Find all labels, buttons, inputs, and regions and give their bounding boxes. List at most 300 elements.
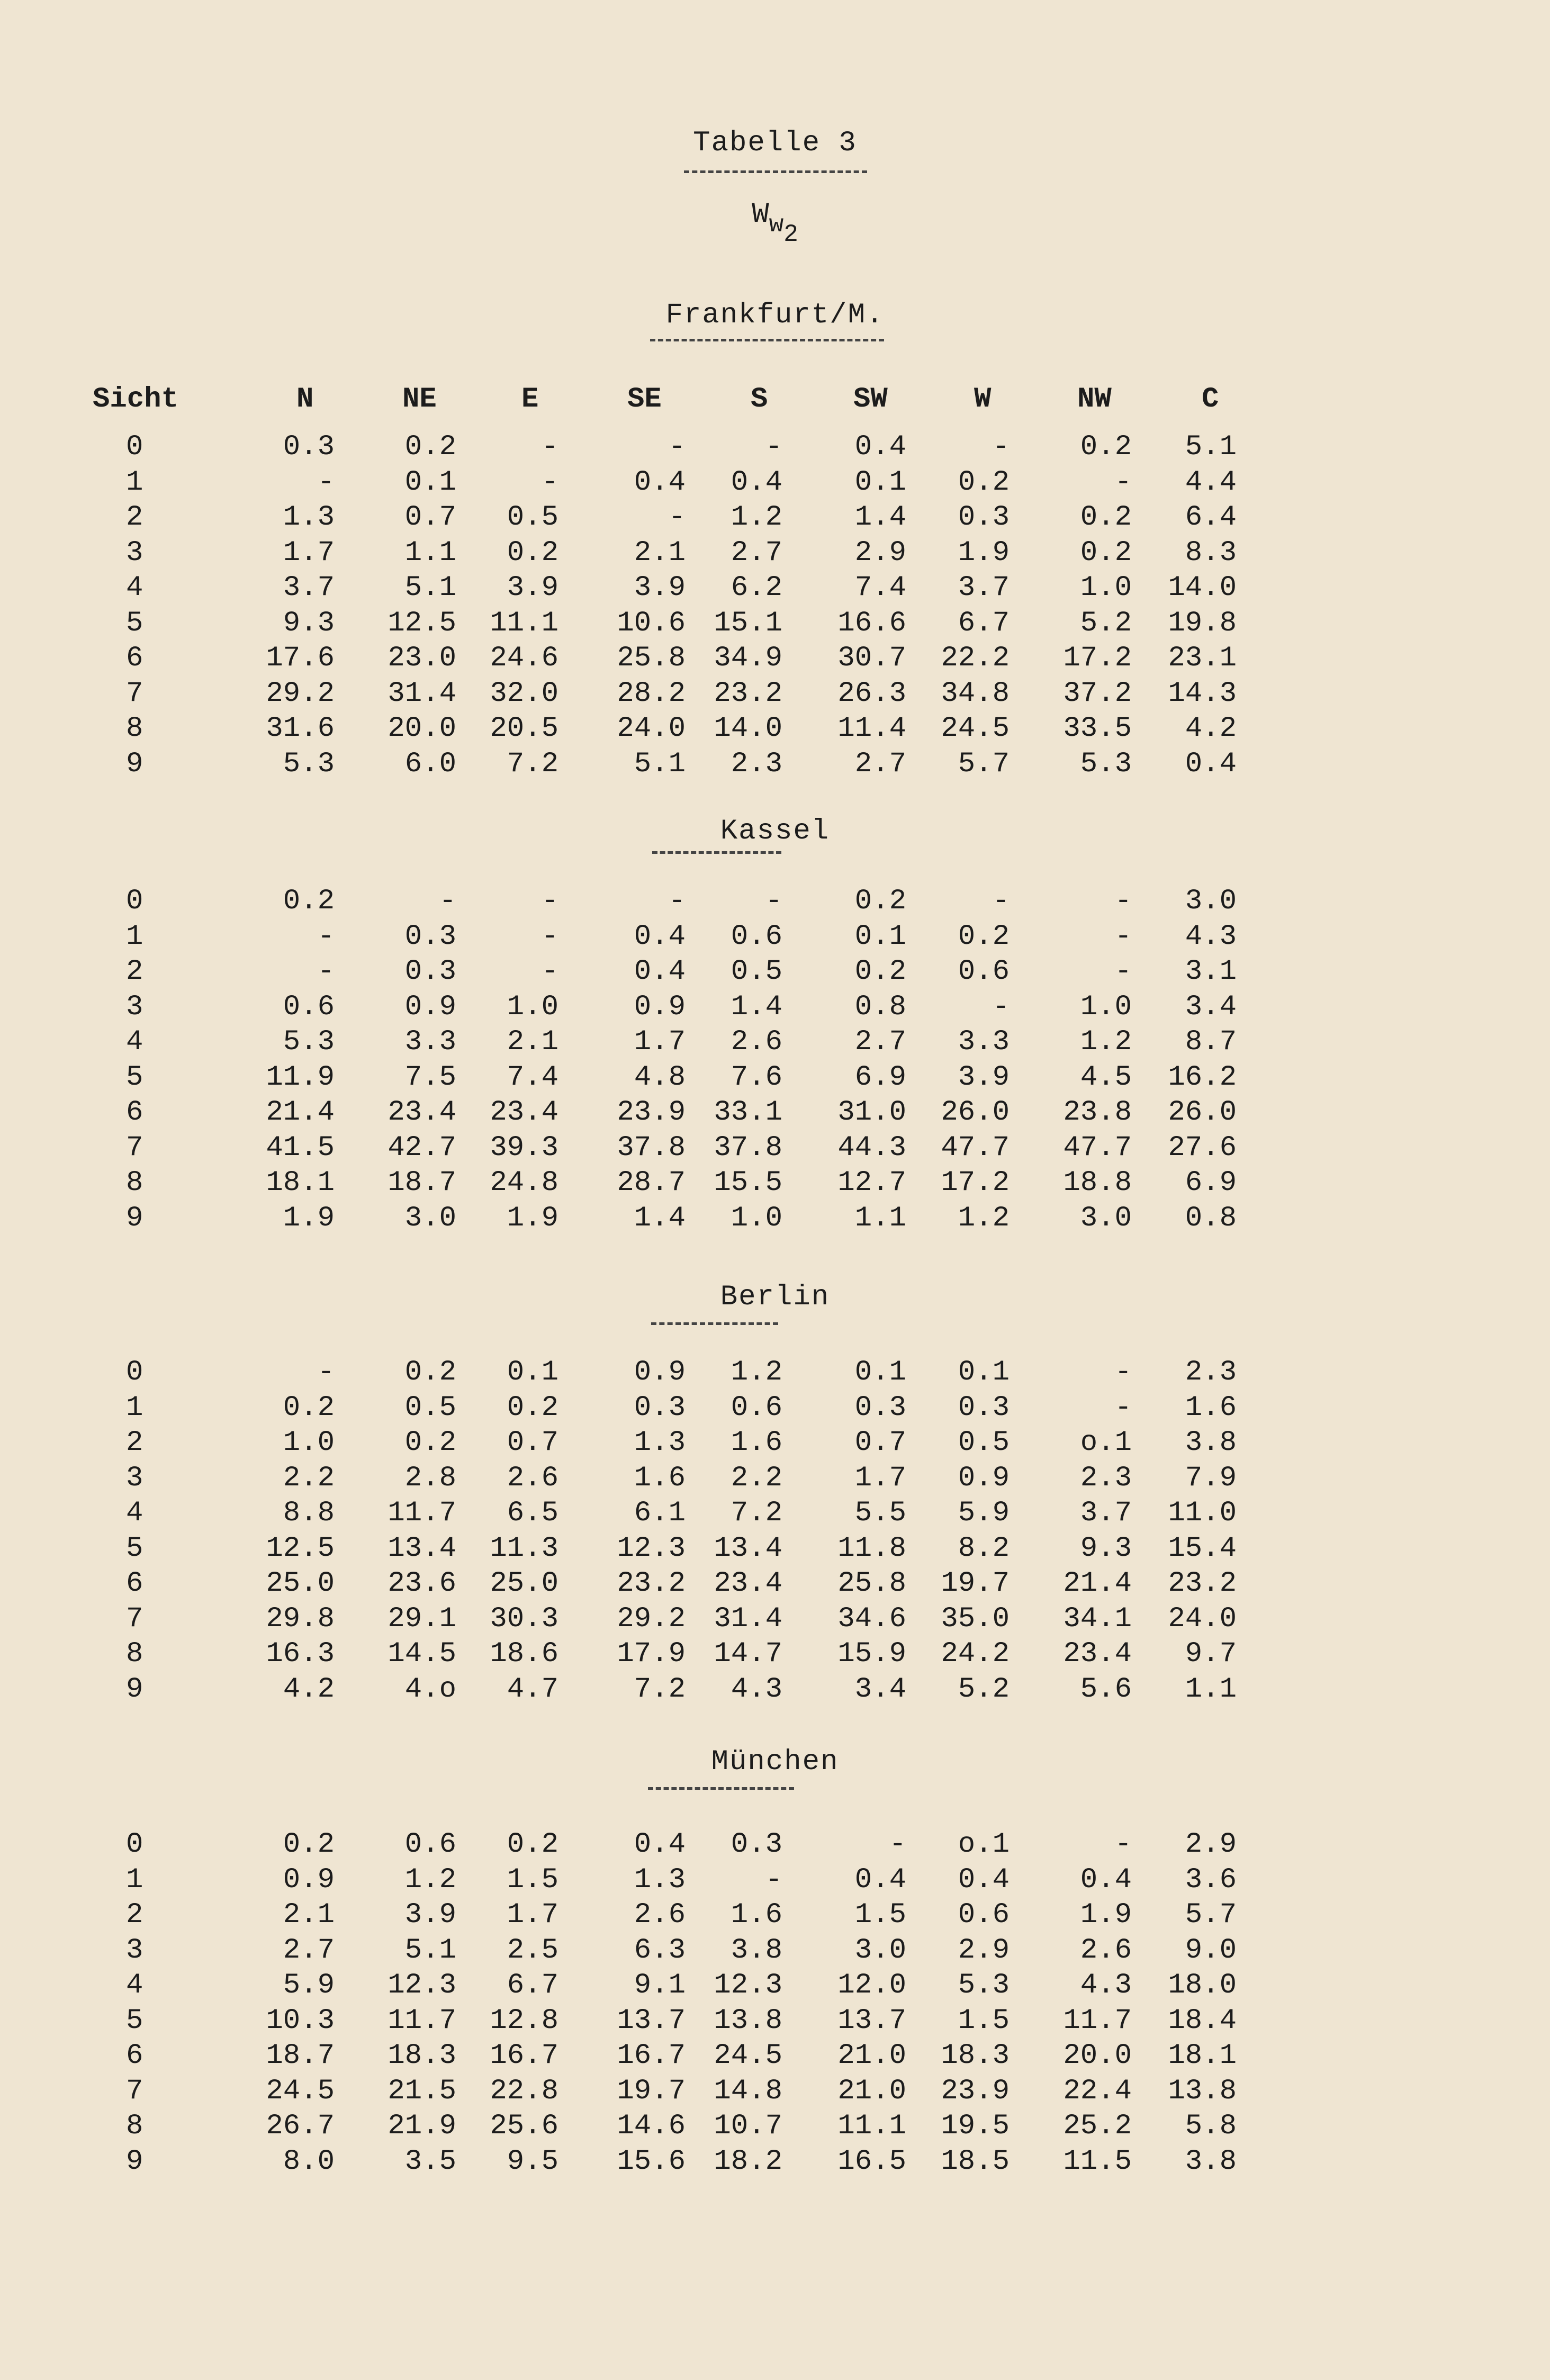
cell-nw: 1.0 [1080,990,1132,1023]
row-label-sicht: 4 [126,1969,143,2002]
cell-s: 10.7 [714,2110,782,2142]
cell-sw: 30.7 [837,642,906,674]
cell-n: 4.2 [283,1673,335,1706]
cell-se: 23.2 [617,1567,686,1600]
cell-c: 3.0 [1185,885,1237,917]
cell-n: 21.4 [266,1096,335,1129]
cell-c: 1.6 [1185,1391,1237,1424]
cell-e: 24.6 [490,642,558,674]
cell-n: 11.9 [266,1061,335,1094]
cell-sw: 31.0 [837,1096,906,1129]
cell-ne: 13.4 [388,1532,456,1565]
cell-se: 3.9 [634,572,686,604]
cell-nw: 3.0 [1080,1202,1132,1234]
cell-n: 41.5 [266,1131,335,1164]
row-label-sicht: 7 [126,2075,143,2107]
cell-s: 1.6 [731,1427,782,1459]
header-col-s: S [751,383,768,416]
cell-e: 9.5 [507,2145,558,2178]
cell-c: 23.1 [1168,642,1237,674]
cell-s: - [765,1863,782,1896]
cell-ne: 5.1 [404,572,456,604]
cell-s: - [765,885,782,917]
cell-s: 37.8 [714,1131,782,1164]
cell-e: 4.7 [507,1673,558,1706]
cell-ne: 18.3 [388,2040,456,2072]
row-label-sicht: 6 [126,1096,143,1129]
row-label-sicht: 2 [126,1899,143,1931]
cell-w: 3.7 [958,572,1010,604]
cell-nw: 20.0 [1063,2040,1132,2072]
cell-sw: 13.7 [837,2004,906,2037]
cell-se: 0.3 [634,1391,686,1424]
section-underline-kassel [652,851,781,854]
page-title: Tabelle 3 [693,127,857,159]
cell-e: 6.7 [507,1969,558,2002]
table-row [0,2004,1550,2039]
cell-e: 0.5 [507,501,558,534]
cell-e: 39.3 [490,1131,558,1164]
cell-s: 2.3 [731,747,782,780]
cell-ne: 11.7 [388,2004,456,2037]
row-label-sicht: 7 [126,1131,143,1164]
cell-sw: 0.2 [854,955,906,988]
cell-se: 25.8 [617,642,686,674]
cell-nw: 0.4 [1080,1863,1132,1896]
cell-c: 24.0 [1168,1602,1237,1635]
row-label-sicht: 7 [126,677,143,710]
cell-sw: 0.4 [854,431,906,463]
cell-n: 1.0 [283,1427,335,1459]
cell-nw: 5.6 [1080,1673,1132,1706]
cell-se: 1.7 [634,1026,686,1058]
section-underline-muenchen [648,1787,794,1790]
cell-ne: 1.1 [404,536,456,569]
cell-n: - [317,466,335,499]
cell-s: 13.4 [714,1532,782,1565]
cell-c: 27.6 [1168,1131,1237,1164]
cell-nw: 22.4 [1063,2075,1132,2107]
cell-n: 1.3 [283,501,335,534]
row-label-sicht: 5 [126,1061,143,1094]
cell-e: 22.8 [490,2075,558,2107]
cell-se: - [668,501,686,534]
cell-se: 29.2 [617,1602,686,1635]
row-label-sicht: 6 [126,2040,143,2072]
table-row [0,1898,1550,1933]
table-row [0,1672,1550,1707]
cell-w: 3.3 [958,1026,1010,1058]
row-label-sicht: 1 [126,466,143,499]
cell-e: 16.7 [490,2040,558,2072]
cell-ne: 29.1 [388,1602,456,1635]
table-row [0,1968,1550,2003]
cell-sw: 11.4 [837,713,906,745]
cell-c: 5.8 [1185,2110,1237,2142]
cell-w: 26.0 [941,1096,1010,1129]
cell-sw: 3.4 [854,1673,906,1706]
cell-c: 15.4 [1168,1532,1237,1565]
cell-ne: 6.0 [404,747,456,780]
cell-c: 26.0 [1168,1096,1237,1129]
row-label-sicht: 0 [126,431,143,463]
cell-ne: 3.9 [404,1899,456,1931]
row-label-sicht: 0 [126,885,143,917]
cell-e: 1.9 [507,1202,558,1234]
table-row [0,954,1550,989]
cell-e: - [541,431,558,463]
row-label-sicht: 8 [126,1167,143,1199]
cell-n: 17.6 [266,642,335,674]
cell-nw: 23.8 [1063,1096,1132,1129]
table-row [0,1131,1550,1166]
table-row [0,500,1550,535]
cell-nw: - [1114,955,1132,988]
row-label-sicht: 8 [126,1638,143,1670]
cell-w: 1.2 [958,1202,1010,1234]
cell-ne: 0.2 [404,431,456,463]
cell-e: 18.6 [490,1638,558,1670]
cell-se: 15.6 [617,2145,686,2178]
table-row [0,1060,1550,1095]
table-row [0,1461,1550,1496]
cell-ne: 31.4 [388,677,456,710]
header-col-sw: SW [853,383,888,416]
cell-se: 37.8 [617,1131,686,1164]
cell-e: 1.7 [507,1899,558,1931]
cell-s: 23.4 [714,1567,782,1600]
cell-se: 5.1 [634,747,686,780]
cell-sw: 1.5 [854,1899,906,1931]
cell-w: - [992,990,1010,1023]
cell-nw: 34.1 [1063,1602,1132,1635]
cell-se: 0.9 [634,1356,686,1389]
cell-ne: 3.3 [404,1026,456,1058]
cell-nw: - [1114,1391,1132,1424]
row-label-sicht: 0 [126,1356,143,1389]
cell-w: 5.2 [958,1673,1010,1706]
cell-e: 0.1 [507,1356,558,1389]
cell-n: 0.6 [283,990,335,1023]
cell-n: 18.1 [266,1167,335,1199]
table-row [0,884,1550,919]
row-label-sicht: 1 [126,1391,143,1424]
row-label-sicht: 2 [126,955,143,988]
cell-nw: 3.7 [1080,1497,1132,1529]
cell-w: - [992,431,1010,463]
cell-se: 6.1 [634,1497,686,1529]
cell-e: 30.3 [490,1602,558,1635]
row-label-sicht: 7 [126,1602,143,1635]
table-row [0,1637,1550,1672]
cell-w: 18.5 [941,2145,1010,2178]
cell-nw: 1.0 [1080,572,1132,604]
cell-s: 2.2 [731,1462,782,1494]
table-row [0,1166,1550,1201]
cell-e: 11.3 [490,1532,558,1565]
cell-w: 35.0 [941,1602,1010,1635]
cell-s: 0.4 [731,466,782,499]
row-label-sicht: 9 [126,1673,143,1706]
cell-ne: 21.5 [388,2075,456,2107]
cell-ne: 11.7 [388,1497,456,1529]
cell-s: 31.4 [714,1602,782,1635]
table-row [0,2144,1550,2179]
cell-s: 2.6 [731,1026,782,1058]
cell-ne: 0.3 [404,955,456,988]
cell-ne: 0.3 [404,920,456,953]
cell-n: 9.3 [283,607,335,639]
cell-w: 5.9 [958,1497,1010,1529]
cell-e: - [541,920,558,953]
cell-s: - [765,431,782,463]
row-label-sicht: 2 [126,1427,143,1459]
cell-e: 3.9 [507,572,558,604]
cell-sw: 2.7 [854,1026,906,1058]
cell-c: 8.7 [1185,1026,1237,1058]
cell-nw: 37.2 [1063,677,1132,710]
cell-c: 14.3 [1168,677,1237,710]
header-col-e: E [521,383,539,416]
cell-w: 1.5 [958,2004,1010,2037]
cell-s: 14.0 [714,713,782,745]
subtitle-sub2: 2 [783,221,798,248]
cell-s: 18.2 [714,2145,782,2178]
header-col-n: N [296,383,314,416]
cell-w: 0.2 [958,466,1010,499]
cell-n: 24.5 [266,2075,335,2107]
cell-n: 25.0 [266,1567,335,1600]
cell-sw: 0.4 [854,1863,906,1896]
table-row [0,1426,1550,1461]
row-label-sicht: 9 [126,747,143,780]
cell-nw: 5.3 [1080,747,1132,780]
cell-sw: 0.3 [854,1391,906,1424]
cell-n: 1.9 [283,1202,335,1234]
cell-e: 0.2 [507,536,558,569]
cell-nw: 21.4 [1063,1567,1132,1600]
cell-n: 26.7 [266,2110,335,2142]
table-row [0,919,1550,954]
header-col-w: W [974,383,992,416]
cell-w: 23.9 [941,2075,1010,2107]
cell-sw: 7.4 [854,572,906,604]
row-label-sicht: 8 [126,2110,143,2142]
cell-s: 33.1 [714,1096,782,1129]
cell-nw: 1.2 [1080,1026,1132,1058]
cell-sw: 1.7 [854,1462,906,1494]
cell-n: 2.2 [283,1462,335,1494]
cell-se: 0.4 [634,955,686,988]
table-row [0,1496,1550,1531]
row-label-sicht: 3 [126,1934,143,1967]
cell-e: 1.5 [507,1863,558,1896]
table-row [0,1095,1550,1130]
cell-sw: 21.0 [837,2040,906,2072]
cell-n: 16.3 [266,1638,335,1670]
cell-s: 1.6 [731,1899,782,1931]
cell-w: 19.7 [941,1567,1010,1600]
cell-w: 5.3 [958,1969,1010,2002]
cell-se: 24.0 [617,713,686,745]
cell-se: 10.6 [617,607,686,639]
cell-w: o.1 [958,1828,1010,1861]
cell-ne: 0.2 [404,1427,456,1459]
cell-nw: 0.2 [1080,536,1132,569]
cell-sw: 15.9 [837,1638,906,1670]
cell-se: 16.7 [617,2040,686,2072]
table-row [0,536,1550,571]
cell-e: 12.8 [490,2004,558,2037]
cell-n: 12.5 [266,1532,335,1565]
cell-s: 15.1 [714,607,782,639]
cell-c: 3.8 [1185,1427,1237,1459]
cell-sw: 6.9 [854,1061,906,1094]
cell-nw: 25.2 [1063,2110,1132,2142]
table-row [0,465,1550,500]
cell-w: 0.3 [958,501,1010,534]
cell-s: 6.2 [731,572,782,604]
cell-nw: 47.7 [1063,1131,1132,1164]
cell-e: 20.5 [490,713,558,745]
cell-n: - [317,920,335,953]
cell-n: 1.7 [283,536,335,569]
cell-sw: 0.8 [854,990,906,1023]
cell-n: - [317,1356,335,1389]
cell-c: 8.3 [1185,536,1237,569]
cell-ne: 0.9 [404,990,456,1023]
section-title-kassel: Kassel [720,815,830,848]
subtitle [0,199,1550,248]
cell-w: 34.8 [941,677,1010,710]
table-row [0,677,1550,711]
cell-ne: 14.5 [388,1638,456,1670]
table-row [0,1531,1550,1566]
cell-nw: - [1114,1828,1132,1861]
cell-sw: 25.8 [837,1567,906,1600]
cell-w: 0.3 [958,1391,1010,1424]
cell-nw: 4.5 [1080,1061,1132,1094]
cell-se: 2.1 [634,536,686,569]
cell-ne: 18.7 [388,1167,456,1199]
cell-s: 0.5 [731,955,782,988]
table-row [0,990,1550,1025]
cell-w: 0.5 [958,1427,1010,1459]
cell-e: 23.4 [490,1096,558,1129]
cell-n: 3.7 [283,572,335,604]
cell-sw: 0.1 [854,1356,906,1389]
cell-nw: 1.9 [1080,1899,1132,1931]
cell-c: 6.9 [1185,1167,1237,1199]
row-label-sicht: 2 [126,501,143,534]
cell-se: 28.7 [617,1167,686,1199]
cell-w: 5.7 [958,747,1010,780]
row-label-sicht: 6 [126,1567,143,1600]
cell-se: 6.3 [634,1934,686,1967]
cell-w: 0.1 [958,1356,1010,1389]
cell-sw: 2.9 [854,536,906,569]
cell-c: 4.3 [1185,920,1237,953]
cell-n: - [317,955,335,988]
cell-e: 2.5 [507,1934,558,1967]
subtitle-sub1: w [769,211,784,239]
cell-e: 0.7 [507,1427,558,1459]
cell-w: 3.9 [958,1061,1010,1094]
cell-sw: 26.3 [837,677,906,710]
cell-c: 19.8 [1168,607,1237,639]
cell-c: 18.4 [1168,2004,1237,2037]
row-label-sicht: 4 [126,1497,143,1529]
cell-c: 18.1 [1168,2040,1237,2072]
cell-se: 1.6 [634,1462,686,1494]
row-label-sicht: 1 [126,1863,143,1896]
table-row [0,1201,1550,1236]
cell-s: 1.2 [731,1356,782,1389]
cell-nw: 18.8 [1063,1167,1132,1199]
cell-n: 31.6 [266,713,335,745]
cell-s: 24.5 [714,2040,782,2072]
row-label-sicht: 5 [126,607,143,639]
cell-nw: 5.2 [1080,607,1132,639]
row-label-sicht: 3 [126,1462,143,1494]
cell-nw: 11.5 [1063,2145,1132,2178]
cell-n: 18.7 [266,2040,335,2072]
row-label-sicht: 1 [126,920,143,953]
title-underline [684,170,867,173]
cell-sw: 12.7 [837,1167,906,1199]
cell-s: 0.6 [731,1391,782,1424]
cell-sw: 34.6 [837,1602,906,1635]
cell-c: 3.1 [1185,955,1237,988]
cell-c: 9.7 [1185,1638,1237,1670]
cell-ne: 42.7 [388,1131,456,1164]
cell-s: 2.7 [731,536,782,569]
cell-ne: 20.0 [388,713,456,745]
cell-n: 8.8 [283,1497,335,1529]
cell-ne: - [439,885,456,917]
cell-e: 11.1 [490,607,558,639]
cell-se: 1.4 [634,1202,686,1234]
cell-w: 1.9 [958,536,1010,569]
cell-sw: 21.0 [837,2075,906,2107]
cell-c: 16.2 [1168,1061,1237,1094]
cell-c: 4.2 [1185,713,1237,745]
table-row [0,1933,1550,1968]
cell-e: - [541,885,558,917]
cell-se: 19.7 [617,2075,686,2107]
section-title-muenchen: München [711,1746,839,1778]
cell-se: - [668,885,686,917]
cell-w: 0.2 [958,920,1010,953]
cell-c: 23.2 [1168,1567,1237,1600]
subtitle-main: W [752,199,769,231]
cell-sw: 1.4 [854,501,906,534]
table-row [0,571,1550,606]
cell-ne: 0.5 [404,1391,456,1424]
cell-c: 13.8 [1168,2075,1237,2107]
cell-s: 3.8 [731,1934,782,1967]
header-sicht: Sicht [93,383,179,416]
cell-nw: - [1114,885,1132,917]
cell-s: 1.4 [731,990,782,1023]
cell-se: 2.6 [634,1899,686,1931]
cell-w: 0.9 [958,1462,1010,1494]
cell-se: 0.9 [634,990,686,1023]
cell-c: 2.3 [1185,1356,1237,1389]
cell-w: 2.9 [958,1934,1010,1967]
table-row [0,606,1550,641]
subtitle-sub [769,211,798,248]
